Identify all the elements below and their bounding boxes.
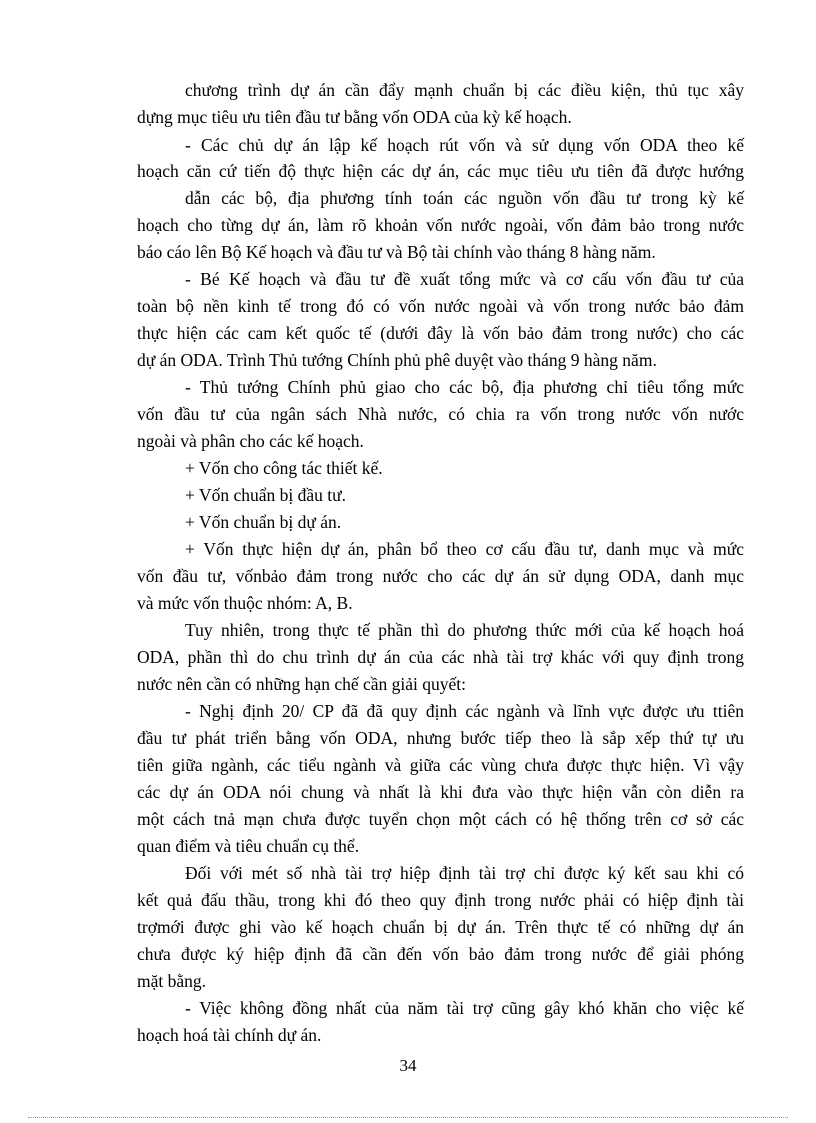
text-line: + Vốn cho công tác thiết kế. <box>185 458 383 478</box>
text-line: trợmới được ghi vào kế hoạch chuẩn bị dự án. Trên thực tế có những dự án <box>137 917 744 937</box>
text-line: kết quả đấu thầu, trong khi đó theo quy định trong nước phải có hiệp định tài <box>137 890 744 910</box>
page-number: 34 <box>399 1056 417 1075</box>
text-line: + Vốn thực hiện dự án, phân bổ theo cơ cấu đầu tư, danh mục và mức <box>185 539 744 559</box>
text-line: hoạch hoá tài chính dự án. <box>137 1025 322 1045</box>
text-line: - Thủ tướng Chính phủ giao cho các bộ, địa phương chỉ tiêu tổng mức <box>185 377 744 397</box>
text-line: - Bé Kế hoạch và đầu tư đề xuất tổng mức và cơ cấu vốn đầu tư của <box>185 269 744 289</box>
text-line: - Các chủ dự án lập kế hoạch rút vốn và sử dụng vốn ODA theo kế <box>185 135 744 155</box>
text-line: tiên giữa ngành, các tiểu ngành và giữa các vùng chưa được thực hiện. Vì vậy <box>137 755 744 775</box>
page-bottom-divider <box>28 1117 788 1118</box>
text-line: dẫn các bộ, địa phương tính toán các nguồn vốn đầu tư trong kỳ kế <box>185 188 744 208</box>
text-line: nước nên cần có những hạn chế cần giải quyết: <box>137 674 467 694</box>
text-line: đầu tư phát triển bằng vốn ODA, nhưng bước tiếp theo là sắp xếp thứ tự ưu <box>137 728 744 748</box>
text-line: - Nghị định 20/ CP đã đã quy định các ngành và lĩnh vực được ưu ttiên <box>185 701 744 721</box>
text-line: + Vốn chuẩn bị dự án. <box>185 512 342 532</box>
text-line: báo cáo lên Bộ Kế hoạch và đầu tư và Bộ tài chính vào tháng 8 hàng năm. <box>137 242 656 262</box>
text-line: toàn bộ nền kinh tế trong đó có vốn nước ngoài và vốn trong nước bảo đảm <box>137 296 744 316</box>
text-line: ngoài và phân cho các kế hoạch. <box>137 431 364 451</box>
text-line: - Việc không đồng nhất của năm tài trợ cũng gây khó khăn cho việc kế <box>185 998 744 1018</box>
text-line: dựng mục tiêu ưu tiên đầu tư bằng vốn ODA của kỳ kế hoạch. <box>137 107 572 127</box>
text-line: mặt bằng. <box>137 971 207 991</box>
text-line: chương trình dự án cần đẩy mạnh chuẩn bị các điều kiện, thủ tục xây <box>185 80 744 100</box>
text-line: vốn đầu tư, vốnbảo đảm trong nước cho các dự án sử dụng ODA, danh mục <box>137 566 744 586</box>
text-line: Đối với mét số nhà tài trợ hiệp định tài trợ chỉ được ký kết sau khi có <box>185 863 744 883</box>
text-line: chưa được ký hiệp định đã cần đến vốn bảo đảm trong nước để giải phóng <box>137 944 744 964</box>
text-line: một cách tnả mạn chưa được tuyển chọn một cách có hệ thống trên cơ sở các <box>137 809 744 829</box>
text-line: quan điểm và tiêu chuẩn cụ thể. <box>137 836 360 856</box>
text-line: hoạch cho từng dự án, làm rõ khoản vốn nước ngoài, vốn đảm bảo trong nước <box>137 215 744 235</box>
text-line: dự án ODA. Trình Thủ tướng Chính phủ phê duyệt vào tháng 9 hàng năm. <box>137 350 657 370</box>
text-line: thực hiện các cam kết quốc tế (dưới đây là vốn bảo đảm trong nước) cho các <box>137 323 744 343</box>
text-line: Tuy nhiên, trong thực tế phần thì do phương thức mới của kế hoạch hoá <box>185 620 744 640</box>
text-line: hoạch căn cứ tiến độ thực hiện các dự án, các mục tiêu ưu tiên đã được hướng <box>137 161 744 181</box>
text-line: và mức vốn thuộc nhóm: A, B. <box>137 593 353 613</box>
text-line: ODA, phần thì do chu trình dự án của các nhà tài trợ khác với quy định trong <box>137 647 744 667</box>
text-line: các dự án ODA nói chung và nhất là khi đưa vào thực hiện vẫn còn diễn ra <box>137 782 744 802</box>
text-line: + Vốn chuẩn bị đầu tư. <box>185 485 346 505</box>
text-line: vốn đầu tư của ngân sách Nhà nước, có chia ra vốn trong nước vốn nước <box>137 404 744 424</box>
